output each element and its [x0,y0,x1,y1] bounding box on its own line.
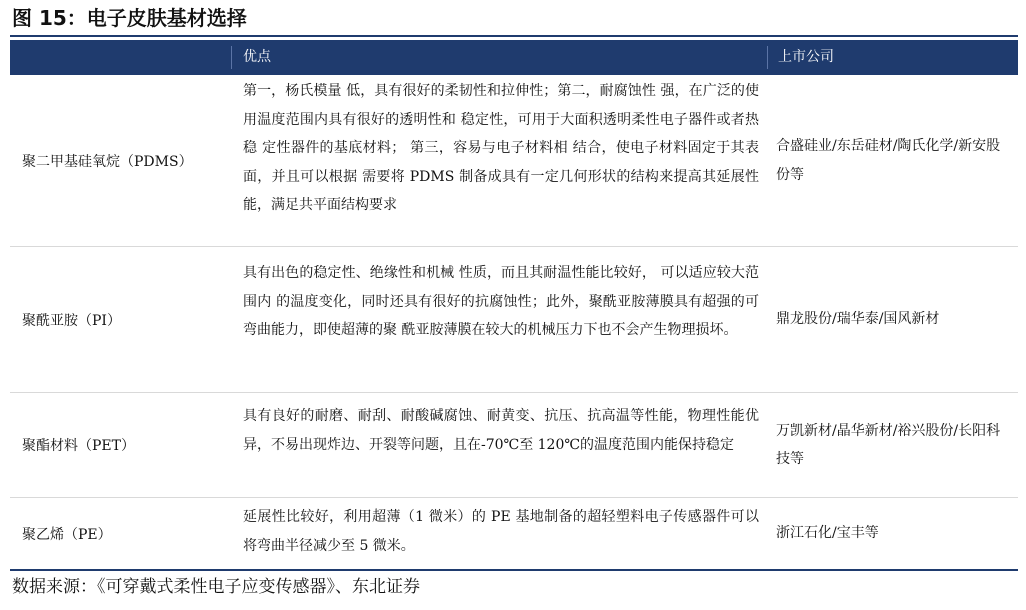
table-row [10,498,1018,569]
source-note: 数据来源：《可穿戴式柔性电子应变传感器》、东北证券 [12,577,420,597]
header-separator [767,46,768,69]
advantages-cell: 具有出色的稳定性、绝缘性和机械 性质，而且其耐温性能比较好， 可以适应较大范围内 的温度变化，同时还具有很好的抗腐蚀性；此外，聚酰亚胺薄膜具有超强的可弯曲能力，即使超薄的聚 酰亚胺薄膜在较大的机械压力下也不会产生物理损坏。 [243,265,759,338]
companies-cell: 鼎龙股份/瑞华泰/国风新材 [776,311,940,328]
header-companies: 上市公司 [778,49,834,65]
table-row [10,75,1018,247]
header-advantages: 优点 [243,49,271,65]
advantages-cell: 延展性比较好，利用超薄（1 微米）的 PE 基地制备的超轻塑料电子传感器件可以将弯曲半径减少至 5 微米。 [243,509,759,554]
advantages-cell: 具有良好的耐磨、耐刮、耐酸碱腐蚀、耐黄变、抗压、抗高温等性能，物理性能优异，不易出现炸边、开裂等问题，且在-70℃至 120℃的温度范围内能保持稳定 [243,408,759,453]
table-row [10,393,1018,498]
material-cell: 聚酰亚胺（PI） [22,312,121,329]
companies-cell: 浙江石化/宝丰等 [776,525,879,542]
materials-table [10,40,1018,569]
advantages-cell: 第一，杨氏模量 低，具有很好的柔韧性和拉伸性；第二，耐腐蚀性 强，在广泛的使用温度范围内具有很好的透明性和 稳定性，可用于大面积透明柔性电子器件或者热稳 定性器件的基底材料； 第三，容易与电子材料相 结合，使电子材料固定于其表面，并且可以根据 需要将 PDMS 制备成具有一定几何形状的结构来提高其延展性能，满足共平面结构要求 [243,83,759,213]
figure-title: 图 15：电子皮肤基材选择 [12,6,247,30]
companies-cell: 合盛硅业/东岳硅材/陶氏化学/新安股份等 [776,138,1001,183]
material-cell: 聚二甲基硅氧烷（PDMS） [22,153,193,170]
source-divider [10,569,1018,571]
table-header [10,40,1018,75]
material-cell: 聚酯材料（PET） [22,438,135,454]
title-divider [10,35,1018,37]
table-row [10,247,1018,393]
header-separator [231,46,232,69]
material-cell: 聚乙烯（PE） [22,526,112,543]
companies-cell: 万凯新材/晶华新材/裕兴股份/长阳科技等 [776,422,1001,467]
